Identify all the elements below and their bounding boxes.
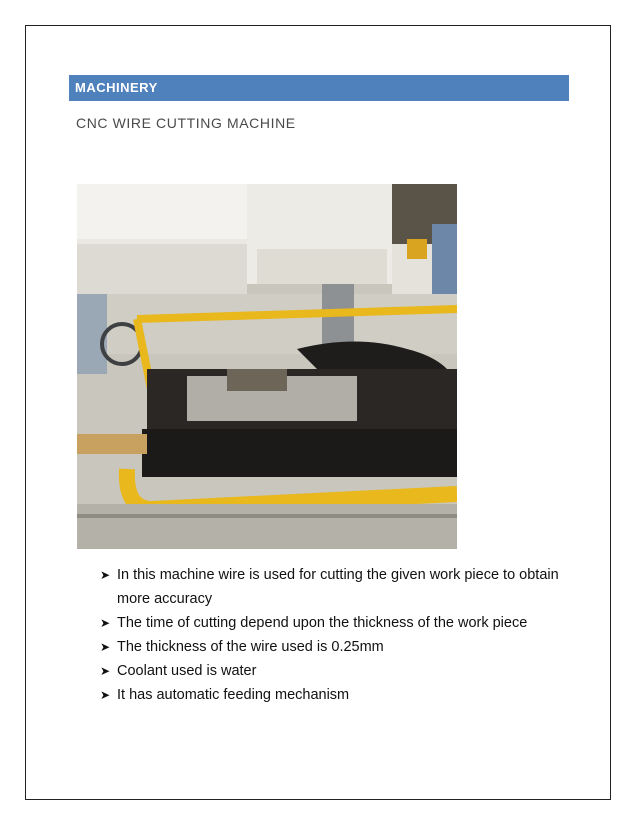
list-item: ➤ Coolant used is water	[100, 659, 570, 683]
list-item: ➤ The thickness of the wire used is 0.25mm	[100, 635, 570, 659]
arrowhead-bullet-icon: ➤	[100, 664, 111, 678]
list-item: ➤ It has automatic feeding mechanism	[100, 683, 570, 707]
page-subtitle: CNC WIRE CUTTING MACHINE	[76, 115, 296, 131]
section-header	[69, 75, 569, 101]
arrowhead-bullet-icon: ➤	[100, 616, 111, 630]
list-item: ➤ The time of cutting depend upon the thickness of the work piece	[100, 611, 570, 635]
arrowhead-bullet-icon: ➤	[100, 640, 111, 654]
arrowhead-bullet-icon: ➤	[100, 688, 111, 702]
feature-list	[100, 563, 570, 707]
section-title: MACHINERY	[75, 80, 158, 95]
machine-photo	[77, 184, 457, 549]
list-item: ➤ In this machine wire is used for cutting the given work piece to obtain more accuracy	[100, 563, 570, 611]
arrowhead-bullet-icon: ➤	[100, 568, 111, 582]
